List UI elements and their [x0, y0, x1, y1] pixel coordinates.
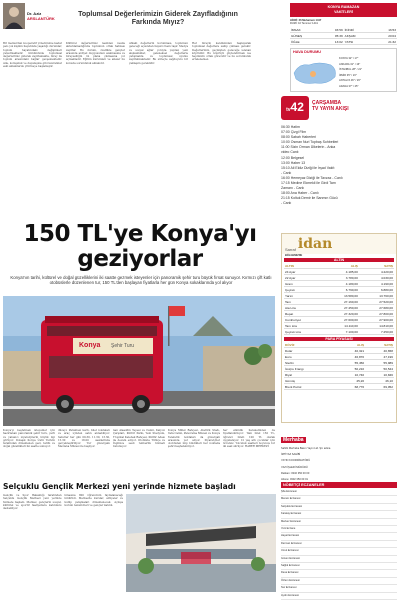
- tv-schedule-item: - Canlı: [281, 170, 292, 175]
- bus-photo-illustration: [3, 296, 275, 426]
- tv-schedule-item: 08:00 Sabah Haberleri: [281, 135, 317, 140]
- gold-cell: 14.810,00: [359, 323, 394, 329]
- gold-cell: 4.220,00: [359, 269, 394, 275]
- tv-schedule-item: 16:00 Hemeyaz Diziği ile Tavzaz - Canlı: [281, 175, 343, 180]
- prayer-label: YATSI: [344, 39, 374, 45]
- prayer-time: 03:59: [321, 27, 344, 33]
- gold-title: ALTIN: [284, 258, 394, 262]
- pharmacy-item: Meram Eczanesi: [281, 496, 397, 503]
- weather-row: KONYA 32° / 17°: [339, 57, 359, 60]
- tv-schedule: [281, 125, 397, 207]
- tv-schedule-item: 21:15 Koltuk Demir ile Sanmın Gücü: [281, 196, 338, 201]
- gold-cell: Ata Lira: [284, 305, 324, 311]
- fx-cell: 50,210: [336, 366, 365, 372]
- prayer-label: ÖĞLE: [290, 39, 321, 45]
- columnist-photo: [3, 3, 25, 29]
- fx-cell: Brent Petrol: [284, 384, 336, 390]
- gold-cell: 6.790,00: [324, 287, 359, 293]
- gold-cell: 7.250,00: [359, 329, 394, 335]
- fx-cell: Sterlin: [284, 360, 336, 366]
- prayer-header: KONYA RAMAZAN VAKİTLERİ: [290, 3, 397, 17]
- pharmacy-item: Nur Eczanesi: [281, 585, 397, 592]
- building-photo-illustration: [126, 494, 276, 592]
- gold-cell: 27.450,00: [324, 305, 359, 311]
- turkey-map-icon: [291, 55, 339, 93]
- headline-main: 150 TL'ye Konya'yı geziyorlar: [23, 221, 257, 272]
- prayer-time: 05:39: [321, 33, 344, 39]
- story-col-1: Konya'yı keşfetmek isteyenler için hazırlanan panoramik şehir turu, yerli ve yabancı ziyaretçilerin büyük ilgi görüyor. Dolaşık Konya Üstü Turizm tarafından düzenlenen gezi, tarihi ve doğal güzellikleri iki saatte sunuyor.: [3, 429, 55, 449]
- bus-brand: Şehir Turu: [111, 343, 135, 349]
- pharmacy-item: Aydın Eczanesi: [281, 593, 397, 600]
- gold-cell: 27.680,00: [359, 305, 394, 311]
- tv-schedule-item: Zamanı - Canlı: [281, 186, 305, 191]
- gold-cell: 24 Ayar: [284, 269, 324, 275]
- second-col-2: binasına 800 öğrencinin faydalanacağı bildirildi. Merkezde kurslar, atölyeler ve kulüp çalışmaları düzenlenecek. Açılışa kurum temsilcileri ve gençler katıldı.: [64, 494, 123, 507]
- imprint-line: Sahibi Merhaba Basın Yayın Ltd. Şti. adına: [281, 447, 331, 450]
- pharmacy-item: Sağlık Eczanesi: [281, 563, 397, 570]
- gold-cell: 4.185,00: [324, 269, 359, 275]
- prayer-time: 13:02: [321, 39, 344, 45]
- prayer-label: İKİNDİ: [344, 27, 374, 33]
- weather-row: İZMİR 35° / 23°: [339, 73, 357, 77]
- fx-row: [284, 384, 394, 390]
- gold-cell: 4.180,00: [324, 281, 359, 287]
- gold-cell: Cumhuriyet: [284, 317, 324, 323]
- tv-schedule-item: 18:00 Ana Haber - Canlı: [281, 191, 319, 196]
- weather-row: ANKARA 31° / 16°: [339, 62, 361, 66]
- opinion-body: [3, 42, 251, 178]
- prayer-times: [290, 27, 397, 45]
- pharmacy-item: Güven Eczanesi: [281, 556, 397, 563]
- gold-cell: 27.900,00: [359, 317, 394, 323]
- fx-cell: 10,740: [336, 372, 365, 378]
- fx-cell: Riyal: [284, 372, 336, 378]
- imprint-line: Abone: 0332 350 00 01: [281, 478, 308, 482]
- fx-cell: 68,776: [336, 384, 365, 390]
- pharmacy-item: Selçuklu Eczanesi: [281, 504, 397, 511]
- headline-sub: Konya'nın tarihi, kültürel ve doğal güzelliklerini iki saatte gezmek isteyenler için panoramik şehir turu büyük fırsat sunuyor. Kırmızı çift katlı otobüslerle düzenlenen tur, 150 TL'den başlayan fiyatlarla her gün Konya sokaklarında yol alıyor: [10, 275, 272, 286]
- gold-cell: Reşat: [284, 311, 324, 317]
- gold-cell: 3.780,00: [324, 275, 359, 281]
- imprint-line: YAZI İŞLERİ MÜDÜRÜ: [281, 465, 308, 469]
- gold-cell: 13.580,00: [324, 293, 359, 299]
- pharmacy-title: NÖBETÇİ ECZANELER: [281, 482, 397, 488]
- tv-schedule-item: video Canlı: [281, 150, 299, 155]
- sarraf-brand-big: idan: [297, 236, 333, 252]
- weather-box: [290, 48, 397, 92]
- pharmacy-item: Şifa Eczanesi: [281, 489, 397, 496]
- gold-cell: 27.320,00: [324, 311, 359, 317]
- gold-header: ALIŞ: [324, 263, 359, 269]
- prayer-label: GÜNEŞ: [290, 33, 321, 39]
- sarraf-brand-small: Sarraf: [285, 247, 296, 252]
- gold-cell: 13.760,00: [359, 293, 394, 299]
- tv-schedule-item: 13:00 Haber 13: [281, 160, 306, 165]
- opinion-col-4: Her bireyin kendisinden başlayarak toplumsal değerlere sahip çıkması gerekir. Değerlerimiz, geçmişten geleceğe uzanan köprüdür. Bu köprüyü güçlendirmek ise hepimizin ortak görevidir ve bu sorumluluk ertelenemez.: [192, 42, 251, 62]
- fx-cell: 55,989: [365, 360, 394, 366]
- weather-row: ANTALYA 36° / 26°: [339, 79, 361, 83]
- tv-schedule-item: 11:00 Sizin Orman Ülkelerin - Anka: [281, 145, 336, 150]
- gold-row: [284, 329, 394, 335]
- columnist-surname: ARSLANTÜRK: [27, 15, 55, 21]
- weather-row: İSTANBUL 28° / 21°: [339, 68, 363, 72]
- tv-schedule-item: 12:00 Belgesel: [281, 155, 305, 160]
- flag-icon: [169, 306, 185, 316]
- prayer-time: 16:53: [374, 27, 397, 33]
- sarraf-box: [281, 233, 397, 423]
- market-label: BÖLGEMIZDE: [285, 254, 303, 257]
- columnist-name: Dr. Aziz: [27, 11, 42, 16]
- fx-cell: 40,321: [336, 348, 365, 354]
- gold-cell: Tam: [284, 299, 324, 305]
- story-col-5: her etkinlik hareketinden de fiyatlandırılıyor. Tam bilet 150 TL, öğrenci bileti 100 TL olarak uygulanıyor. 12 yaş altı çocuklar için ücretsiz. Yolculuk saatleri boyunca tur iki saat sürüyor. HABER MERKEZİ: [223, 429, 275, 449]
- gold-cell: 22 Ayar: [284, 275, 324, 281]
- second-title: Selçuklu Gençlik Merkezi yeni yerinde hizmete başladı: [3, 482, 236, 491]
- gold-cell: Çeyrek Lira: [284, 329, 324, 335]
- bus-sign: Konya: [79, 342, 101, 349]
- tv-schedule-item: 07:00 Çizgi Film: [281, 130, 307, 135]
- opinion-col-2: Kültürel değerlerimiz nesilden nesile aktarılamadığında toplumun ortak hafızası zayıflar. Bu durum, özellikle gençler arasında aidiyet duygusunun azalmasına ve bireyselliğin ön plana çıkmasına yol açmaktadır. Eğitim kurumları ve aileler bu konuda sorumluluk almalıdır.: [66, 42, 125, 65]
- fx-title: PARA PİYASASI: [284, 337, 394, 341]
- masthead-logo: Merhaba: [283, 437, 304, 443]
- fx-cell: Dolar: [284, 348, 336, 354]
- imprint-line: İMTİYAZ SAHİBİ: [281, 453, 301, 457]
- fx-cell: 47,196: [365, 354, 394, 360]
- fx-header: SATIŞ: [365, 342, 394, 348]
- fx-cell: 10,846: [365, 372, 394, 378]
- tv-schedule-item: 06:30 Hatim: [281, 125, 300, 129]
- gold-cell: 6.880,00: [359, 287, 394, 293]
- sun-icon: [310, 71, 316, 77]
- tv-schedule-item: - Canlı: [281, 201, 292, 206]
- tv-schedule-item: 17:15 Medine Ekmekli ile Girdi Tam: [281, 181, 336, 186]
- story-col-2: düzeyi. Paranben kartı, bilet noktaları ve araç içinden satın alınabiliyor. Seferler her gün 09.30, 11.30, 13.30, 15.30 ve 18.00 saatlerinde gerçekleştiriliyor. Tur güzergahı Mevlana Müzesi ile başlıyor.: [58, 429, 110, 449]
- date-line: HİCRİ: 26 Muharrem 1447 RUMİ: 10 Temmuz 1441: [290, 19, 322, 26]
- fx-cell: Euro: [284, 354, 336, 360]
- fx-header: DÖVİZ: [284, 342, 336, 348]
- prayer-time: 20:04: [374, 33, 397, 39]
- fx-cell: 46,10: [365, 378, 394, 384]
- pharmacy-item: Umut Eczanesi: [281, 548, 397, 555]
- pharmacy-item: Hayat Eczanesi: [281, 533, 397, 540]
- gold-header: SATIŞ: [359, 263, 394, 269]
- story-body: [3, 429, 275, 473]
- gold-cell: 14.110,00: [324, 323, 359, 329]
- gold-cell: 27.160,00: [324, 299, 359, 305]
- imprint-box: [281, 426, 397, 482]
- gold-cell: 4.190,00: [359, 281, 394, 287]
- tv-logo: tv42: [281, 96, 309, 120]
- fx-cell: 69,052: [365, 384, 394, 390]
- gold-cell: Yarım: [284, 293, 324, 299]
- fx-cell: 40,658: [365, 348, 394, 354]
- tv-day: ÇARŞAMBA: [312, 100, 342, 106]
- fx-header: ALIŞ: [336, 342, 365, 348]
- opinion-col-1: Bir memurdan kooperatif yöneticisine kadar pek çok kişinin hayatında yaşadığı durumlar, toplum hayatındaki değişimleri yansıtmaktadır. Günümüzde toplumsal değerlerimiz giderek zayıflamakta, birey ile toplum arasındaki bağlar gevşemektedir. Aile, komşuluk ve dayanışma gibi kavramlar eski anlamlarını yitirmeye başlamıştır.: [3, 42, 62, 69]
- gold-cell: Gram: [284, 281, 324, 287]
- fx-cell: İsviçre Frangı: [284, 366, 336, 372]
- imprint-line: YAYIN KOORDİNATÖRÜ: [281, 459, 311, 463]
- prayer-time: 21:32: [374, 39, 397, 45]
- fx-cell: 50,544: [365, 366, 394, 372]
- opinion-title: Toplumsal Değerlerimizin Giderek Zayıfladığının Farkında Mıyız?: [78, 11, 238, 26]
- imprint-line: Reklam: 0332 350 00 00: [281, 471, 310, 475]
- red-bus-icon: [41, 316, 163, 413]
- gold-header: ALTIN: [284, 263, 324, 269]
- tv-title: TV YAYIN AKIŞI: [312, 106, 349, 112]
- person-silhouette-icon: [3, 3, 25, 29]
- prayer-label: AKŞAM: [344, 33, 374, 39]
- gold-cell: Tam Lira: [284, 323, 324, 329]
- fx-cell: 46,870: [336, 354, 365, 360]
- gold-cell: 27.800,00: [359, 311, 394, 317]
- pharmacy-item: Merkez Eczanesi: [281, 519, 397, 526]
- weather-title: HAVA DURUMU: [293, 50, 321, 54]
- tv-schedule-item: 15:10 Ali Eldiz Diziği ile İrşad Vakfı: [281, 165, 335, 170]
- second-body: [3, 494, 123, 592]
- bus-photo: [3, 296, 275, 426]
- weather-row: ADANA 37° / 25°: [339, 84, 359, 88]
- gold-cell: 27.520,00: [359, 299, 394, 305]
- opinion-col-3: Ahlaki değerlerin korunması, toplumun geleceği açısından hayati önem taşır. Medya ve sosyal ağlar yoluyla yayılan yeni alışkanlıklar, geleneksel değerlerle çatışmakta ve toplumsal uyumu zayıflatmaktadır. Bu süreçte sağduyulu bir yaklaşım gereklidir.: [129, 42, 188, 65]
- pharmacy-item: Deva Eczanesi: [281, 570, 397, 577]
- pharmacy-item: Yeni Eczane: [281, 526, 397, 533]
- story-col-3: nan Alaaddin Tepesi ve Camii, Kalyon Çarşıları, Kültür Parkı, Yeni Stadyum, Tropikal Kelebek Bahçesi, Kültür Adası ile devam ediyor. Otobüste Türkçe ve İngilizce sesli rehberlik hizmeti bulunuyor.: [113, 429, 165, 449]
- pharmacy-item: Özlem Eczanesi: [281, 578, 397, 585]
- prayer-row: [290, 39, 397, 45]
- pharmacy-item: Karatay Eczanesi: [281, 511, 397, 518]
- gold-cell: 27.600,00: [324, 317, 359, 323]
- second-col-1: Gençlik ve Spor Bakanlığı tarafından Selçuklu Gençlik Merkezi yeni yerinde hizmete başladı. Merkez, gençlerin sosyal, kültürel ve sportif faaliyetlere katılımını destekliyor.: [3, 494, 62, 511]
- pharmacy-item: Derman Eczanesi: [281, 541, 397, 548]
- pharmacy-box: [281, 482, 397, 597]
- prayer-label: İMSAK: [290, 27, 321, 33]
- fx-cell: 55,450: [336, 360, 365, 366]
- fx-cell: 45,20: [336, 378, 365, 384]
- story-col-4: Konya Millet Bahçesi, Atatürk Stadı, Vefa Camii, Panorama Müzesi ve Konya Teleferik noktaları da güzergah arasında yer alıyor. Ziyaretçiler otobüsten inip bindikleri her noktada şehri keşfedebiliyor.: [168, 429, 220, 449]
- fx-cell: Gümüş: [284, 378, 336, 384]
- gold-cell: 4.030,00: [359, 275, 394, 281]
- gold-cell: 7.100,00: [324, 329, 359, 335]
- tv-schedule-item: 10:00 Osman Nuri Topbaş Sohbetleri: [281, 140, 339, 145]
- gym-photo: [126, 494, 276, 592]
- gold-cell: Çeyrek: [284, 287, 324, 293]
